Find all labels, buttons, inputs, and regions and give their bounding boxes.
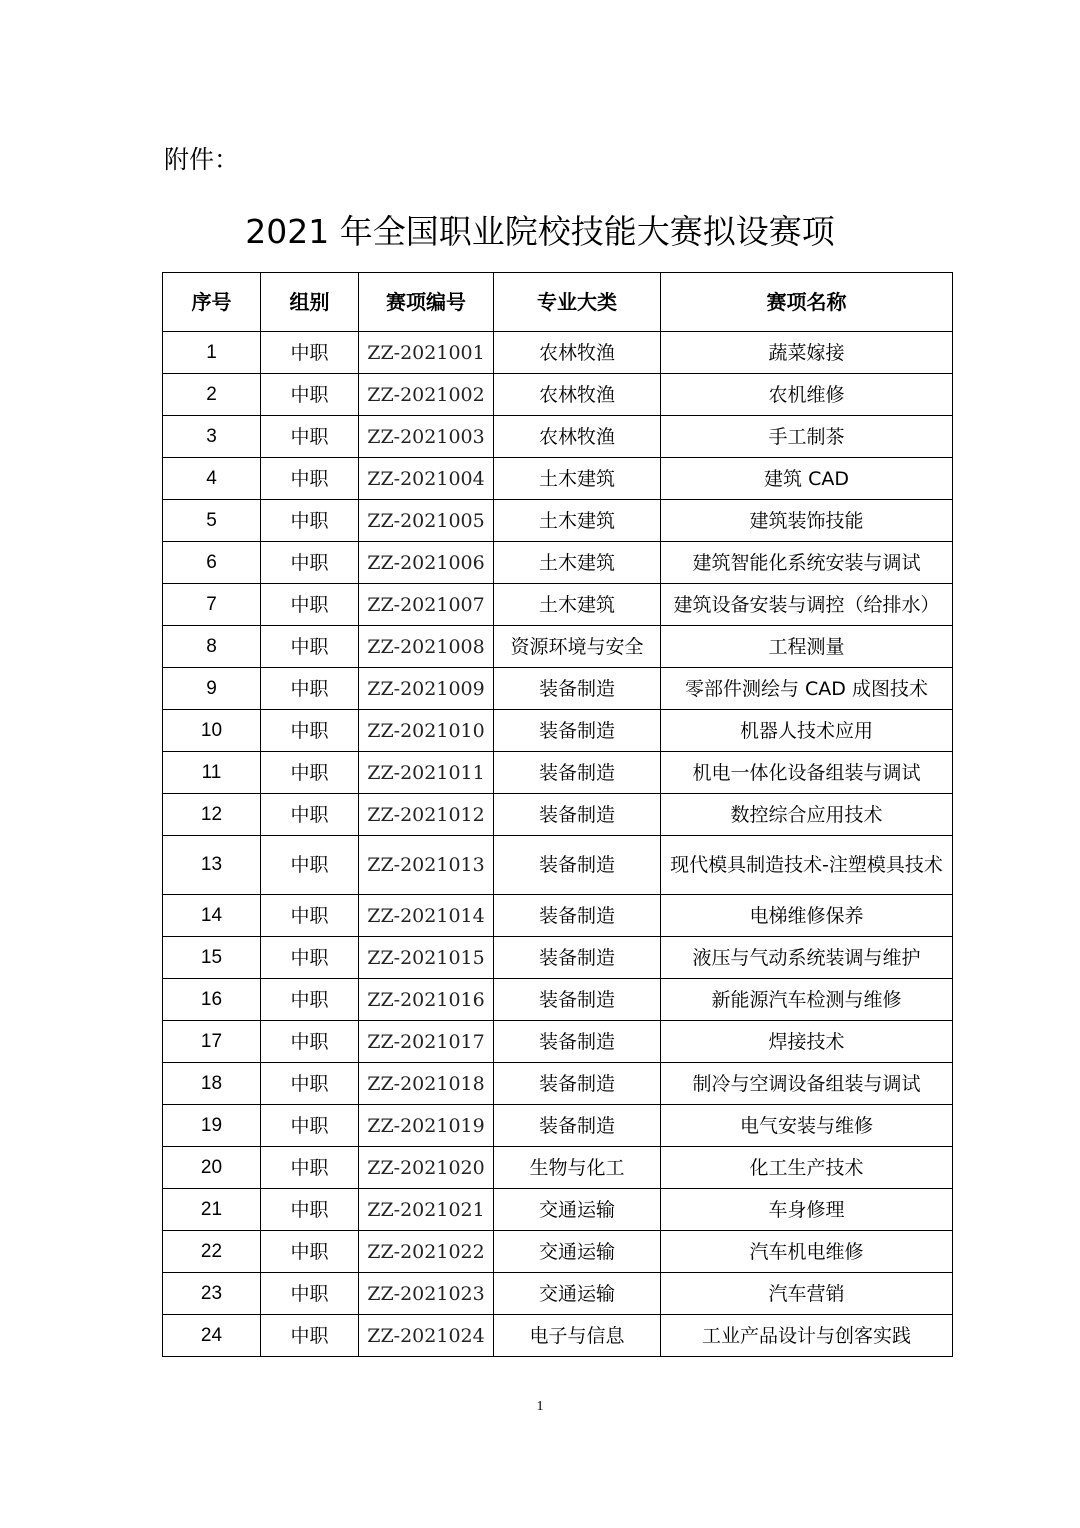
cell-code: ZZ-2021018 xyxy=(359,1063,494,1105)
cell-event-name: 机器人技术应用 xyxy=(661,710,953,752)
header-code: 赛项编号 xyxy=(359,273,494,332)
cell-category: 装备制造 xyxy=(494,752,661,794)
table-header-row xyxy=(163,273,953,332)
attachment-label: 附件： xyxy=(164,145,240,174)
cell-group: 中职 xyxy=(261,752,359,794)
table-row xyxy=(163,937,953,979)
cell-category: 装备制造 xyxy=(494,979,661,1021)
cell-event-name: 农机维修 xyxy=(661,374,953,416)
cell-seq: 13 xyxy=(163,836,261,895)
table-body xyxy=(163,332,953,1357)
cell-group: 中职 xyxy=(261,668,359,710)
cell-event-name: 建筑装饰技能 xyxy=(661,500,953,542)
cell-code: ZZ-2021017 xyxy=(359,1021,494,1063)
cell-group: 中职 xyxy=(261,458,359,500)
cell-event-name: 手工制茶 xyxy=(661,416,953,458)
cell-seq: 17 xyxy=(163,1021,261,1063)
cell-seq: 4 xyxy=(163,458,261,500)
cell-seq: 23 xyxy=(163,1273,261,1315)
cell-group: 中职 xyxy=(261,1105,359,1147)
cell-category: 装备制造 xyxy=(494,937,661,979)
cell-seq: 19 xyxy=(163,1105,261,1147)
cell-event-name: 建筑智能化系统安装与调试 xyxy=(661,542,953,584)
cell-group: 中职 xyxy=(261,332,359,374)
cell-code: ZZ-2021015 xyxy=(359,937,494,979)
header-event-name: 赛项名称 xyxy=(661,273,953,332)
cell-group: 中职 xyxy=(261,1231,359,1273)
cell-category: 土木建筑 xyxy=(494,542,661,584)
cell-code: ZZ-2021010 xyxy=(359,710,494,752)
cell-group: 中职 xyxy=(261,1147,359,1189)
table-row xyxy=(163,416,953,458)
cell-code: ZZ-2021022 xyxy=(359,1231,494,1273)
cell-category: 交通运输 xyxy=(494,1231,661,1273)
cell-event-name: 汽车营销 xyxy=(661,1273,953,1315)
table-row xyxy=(163,1189,953,1231)
cell-category: 农林牧渔 xyxy=(494,416,661,458)
cell-code: ZZ-2021011 xyxy=(359,752,494,794)
cell-event-name: 化工生产技术 xyxy=(661,1147,953,1189)
cell-group: 中职 xyxy=(261,895,359,937)
cell-seq: 1 xyxy=(163,332,261,374)
cell-event-name: 电气安装与维修 xyxy=(661,1105,953,1147)
cell-group: 中职 xyxy=(261,937,359,979)
cell-group: 中职 xyxy=(261,836,359,895)
cell-seq: 18 xyxy=(163,1063,261,1105)
cell-seq: 15 xyxy=(163,937,261,979)
cell-category: 交通运输 xyxy=(494,1189,661,1231)
cell-event-name: 建筑 CAD xyxy=(661,458,953,500)
events-table xyxy=(162,272,953,1357)
cell-event-name: 制冷与空调设备组装与调试 xyxy=(661,1063,953,1105)
cell-event-name: 电梯维修保养 xyxy=(661,895,953,937)
table-row xyxy=(163,584,953,626)
cell-category: 装备制造 xyxy=(494,710,661,752)
cell-event-name: 零部件测绘与 CAD 成图技术 xyxy=(661,668,953,710)
table-row xyxy=(163,500,953,542)
cell-category: 交通运输 xyxy=(494,1273,661,1315)
cell-category: 土木建筑 xyxy=(494,500,661,542)
cell-group: 中职 xyxy=(261,416,359,458)
table-row xyxy=(163,1105,953,1147)
table-row xyxy=(163,710,953,752)
cell-code: ZZ-2021014 xyxy=(359,895,494,937)
cell-group: 中职 xyxy=(261,979,359,1021)
cell-category: 装备制造 xyxy=(494,1063,661,1105)
cell-event-name: 数控综合应用技术 xyxy=(661,794,953,836)
table-row xyxy=(163,458,953,500)
cell-group: 中职 xyxy=(261,1273,359,1315)
cell-seq: 7 xyxy=(163,584,261,626)
cell-event-name: 液压与气动系统装调与维护 xyxy=(661,937,953,979)
cell-event-name: 车身修理 xyxy=(661,1189,953,1231)
table-row xyxy=(163,1021,953,1063)
cell-category: 装备制造 xyxy=(494,668,661,710)
header-category: 专业大类 xyxy=(494,273,661,332)
cell-group: 中职 xyxy=(261,1021,359,1063)
table-row xyxy=(163,1063,953,1105)
table-row xyxy=(163,895,953,937)
cell-event-name: 汽车机电维修 xyxy=(661,1231,953,1273)
table-row xyxy=(163,1315,953,1357)
cell-event-name: 焊接技术 xyxy=(661,1021,953,1063)
table-row xyxy=(163,374,953,416)
cell-code: ZZ-2021007 xyxy=(359,584,494,626)
cell-code: ZZ-2021020 xyxy=(359,1147,494,1189)
cell-code: ZZ-2021013 xyxy=(359,836,494,895)
cell-group: 中职 xyxy=(261,1315,359,1357)
cell-group: 中职 xyxy=(261,710,359,752)
cell-group: 中职 xyxy=(261,584,359,626)
cell-seq: 24 xyxy=(163,1315,261,1357)
cell-seq: 12 xyxy=(163,794,261,836)
cell-category: 装备制造 xyxy=(494,1021,661,1063)
cell-seq: 14 xyxy=(163,895,261,937)
cell-group: 中职 xyxy=(261,374,359,416)
cell-event-name: 蔬菜嫁接 xyxy=(661,332,953,374)
cell-group: 中职 xyxy=(261,626,359,668)
cell-seq: 10 xyxy=(163,710,261,752)
cell-category: 资源环境与安全 xyxy=(494,626,661,668)
table-row xyxy=(163,626,953,668)
cell-seq: 5 xyxy=(163,500,261,542)
table-row xyxy=(163,1147,953,1189)
cell-code: ZZ-2021009 xyxy=(359,668,494,710)
cell-seq: 22 xyxy=(163,1231,261,1273)
cell-group: 中职 xyxy=(261,1189,359,1231)
cell-seq: 9 xyxy=(163,668,261,710)
cell-seq: 8 xyxy=(163,626,261,668)
cell-seq: 6 xyxy=(163,542,261,584)
cell-code: ZZ-2021004 xyxy=(359,458,494,500)
header-group: 组别 xyxy=(261,273,359,332)
cell-category: 装备制造 xyxy=(494,836,661,895)
cell-code: ZZ-2021006 xyxy=(359,542,494,584)
cell-seq: 21 xyxy=(163,1189,261,1231)
cell-seq: 2 xyxy=(163,374,261,416)
cell-category: 装备制造 xyxy=(494,1105,661,1147)
cell-seq: 11 xyxy=(163,752,261,794)
page-number: 1 xyxy=(536,1399,544,1414)
table-row xyxy=(163,979,953,1021)
cell-event-name: 建筑设备安装与调控（给排水） xyxy=(661,584,953,626)
cell-code: ZZ-2021019 xyxy=(359,1105,494,1147)
cell-code: ZZ-2021002 xyxy=(359,374,494,416)
cell-event-name: 工业产品设计与创客实践 xyxy=(661,1315,953,1357)
header-seq: 序号 xyxy=(163,273,261,332)
cell-code: ZZ-2021021 xyxy=(359,1189,494,1231)
cell-seq: 20 xyxy=(163,1147,261,1189)
cell-code: ZZ-2021023 xyxy=(359,1273,494,1315)
cell-event-name: 新能源汽车检测与维修 xyxy=(661,979,953,1021)
cell-code: ZZ-2021008 xyxy=(359,626,494,668)
cell-code: ZZ-2021005 xyxy=(359,500,494,542)
cell-category: 生物与化工 xyxy=(494,1147,661,1189)
cell-code: ZZ-2021024 xyxy=(359,1315,494,1357)
table-row xyxy=(163,836,953,895)
cell-category: 装备制造 xyxy=(494,794,661,836)
cell-group: 中职 xyxy=(261,500,359,542)
cell-code: ZZ-2021016 xyxy=(359,979,494,1021)
table-row xyxy=(163,542,953,584)
document-title: 2021 年全国职业院校技能大赛拟设赛项 xyxy=(245,212,835,251)
cell-code: ZZ-2021001 xyxy=(359,332,494,374)
cell-group: 中职 xyxy=(261,1063,359,1105)
cell-event-name: 现代模具制造技术-注塑模具技术 xyxy=(661,836,953,895)
cell-category: 农林牧渔 xyxy=(494,374,661,416)
cell-category: 电子与信息 xyxy=(494,1315,661,1357)
cell-category: 装备制造 xyxy=(494,895,661,937)
cell-category: 农林牧渔 xyxy=(494,332,661,374)
cell-event-name: 工程测量 xyxy=(661,626,953,668)
cell-event-name: 机电一体化设备组装与调试 xyxy=(661,752,953,794)
cell-category: 土木建筑 xyxy=(494,458,661,500)
cell-seq: 3 xyxy=(163,416,261,458)
cell-category: 土木建筑 xyxy=(494,584,661,626)
cell-code: ZZ-2021003 xyxy=(359,416,494,458)
table-row xyxy=(163,794,953,836)
table-row xyxy=(163,332,953,374)
cell-group: 中职 xyxy=(261,542,359,584)
table-row xyxy=(163,1273,953,1315)
table-row xyxy=(163,668,953,710)
cell-group: 中职 xyxy=(261,794,359,836)
cell-seq: 16 xyxy=(163,979,261,1021)
table-row xyxy=(163,1231,953,1273)
cell-code: ZZ-2021012 xyxy=(359,794,494,836)
table-row xyxy=(163,752,953,794)
